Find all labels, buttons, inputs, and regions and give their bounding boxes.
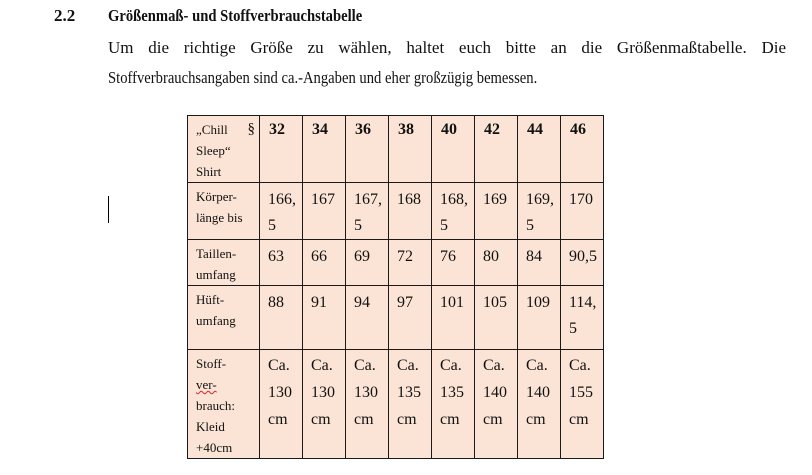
row-label-line: Körper- <box>196 189 237 204</box>
section-number: 2.2 <box>54 6 76 25</box>
table-row-taillenumfang <box>188 240 604 286</box>
value-line: cm <box>483 411 503 428</box>
value-cell[interactable] <box>475 286 518 350</box>
intro-line-2: Stoffverbrauchsangaben sind ca.-Angaben und eher großzügig bemessen. <box>108 68 538 87</box>
value-cell[interactable] <box>346 350 389 459</box>
value-line: 5 <box>268 217 276 234</box>
table-row-hueftumfang <box>188 286 604 350</box>
size-table[interactable] <box>187 115 604 459</box>
value-line: 91 <box>311 294 327 311</box>
value-cell[interactable] <box>432 286 475 350</box>
value-cell[interactable] <box>561 286 604 350</box>
value-line: 5 <box>354 217 362 234</box>
size-header-34[interactable]: 34 <box>303 116 346 183</box>
value-line: 105 <box>483 294 507 311</box>
value-line: 130 <box>311 384 335 401</box>
value-line: 170 <box>569 191 593 208</box>
value-line: cm <box>440 411 460 428</box>
value-cell[interactable]: 69 <box>346 240 389 286</box>
table-row-koerperlaenge <box>188 183 604 240</box>
value-cell[interactable]: 80 <box>475 240 518 286</box>
value-line: cm <box>569 411 589 428</box>
size-header-44[interactable]: 44 <box>518 116 561 183</box>
text-cursor <box>108 196 109 223</box>
value-line: 109 <box>526 294 550 311</box>
value-cell[interactable] <box>303 286 346 350</box>
value-line: cm <box>268 411 288 428</box>
row-label-line: umfang <box>196 267 236 282</box>
value-line: 5 <box>440 217 448 234</box>
value-line: 140 <box>483 384 507 401</box>
value-line: 97 <box>397 294 413 311</box>
row-label-line: brauch: <box>196 398 235 413</box>
value-line: 5 <box>569 320 577 337</box>
value-line: Ca. <box>526 357 548 374</box>
value-line: 166, <box>268 191 296 208</box>
size-header-38[interactable]: 38 <box>389 116 432 183</box>
value-cell[interactable] <box>561 183 604 240</box>
value-line: cm <box>526 411 546 428</box>
size-header-36[interactable]: 36 <box>346 116 389 183</box>
value-cell[interactable] <box>518 286 561 350</box>
row-label-line: Hüft- <box>196 292 225 307</box>
header-label-line: „Chill <box>196 122 228 137</box>
value-cell[interactable] <box>432 183 475 240</box>
row-label-cell[interactable] <box>188 350 260 459</box>
size-header-40[interactable]: 40 <box>432 116 475 183</box>
value-line: 168, <box>440 191 468 208</box>
value-cell[interactable] <box>518 183 561 240</box>
table-header-row <box>188 116 604 183</box>
intro-paragraph[interactable] <box>108 33 786 93</box>
section-title: Größenmaß- und Stoffverbrauchstabelle <box>108 6 363 25</box>
value-line: 135 <box>397 384 421 401</box>
value-line: Ca. <box>311 357 333 374</box>
row-label-line: +40cm <box>196 440 233 455</box>
value-cell[interactable] <box>260 350 303 459</box>
value-line: 167, <box>354 191 382 208</box>
value-cell[interactable] <box>303 350 346 459</box>
header-label-cell[interactable] <box>188 116 260 183</box>
value-line: 101 <box>440 294 464 311</box>
value-cell[interactable] <box>475 350 518 459</box>
value-cell[interactable] <box>260 286 303 350</box>
row-label-line: Taillen- <box>196 246 237 261</box>
size-header-32[interactable]: 32 <box>260 116 303 183</box>
size-header-42[interactable]: 42 <box>475 116 518 183</box>
value-cell[interactable] <box>432 350 475 459</box>
value-line: 88 <box>268 294 284 311</box>
value-line: Ca. <box>268 357 290 374</box>
header-label-line: Shirt <box>196 164 222 179</box>
value-cell[interactable]: 63 <box>260 240 303 286</box>
section-symbol: § <box>247 121 255 137</box>
value-cell[interactable] <box>346 183 389 240</box>
value-cell[interactable]: 72 <box>389 240 432 286</box>
value-line: cm <box>354 411 374 428</box>
row-label-cell[interactable] <box>188 183 260 240</box>
value-cell[interactable] <box>260 183 303 240</box>
value-line: 114, <box>569 294 597 311</box>
value-cell[interactable]: 84 <box>518 240 561 286</box>
value-line: 169, <box>526 191 554 208</box>
row-label-line: Kleid <box>196 419 225 434</box>
row-label-line: ver- <box>196 377 217 392</box>
row-label-cell[interactable] <box>188 286 260 350</box>
value-line: cm <box>311 411 331 428</box>
value-cell[interactable] <box>389 286 432 350</box>
row-label-cell[interactable] <box>188 240 260 286</box>
value-line: Ca. <box>569 357 591 374</box>
value-line: Ca. <box>354 357 376 374</box>
value-cell[interactable] <box>303 183 346 240</box>
value-cell[interactable] <box>518 350 561 459</box>
value-cell[interactable]: 66 <box>303 240 346 286</box>
row-label-line: länge bis <box>196 210 243 225</box>
value-line: 94 <box>354 294 370 311</box>
value-line: Ca. <box>483 357 505 374</box>
value-cell[interactable]: 76 <box>432 240 475 286</box>
value-line: 135 <box>440 384 464 401</box>
value-line: 130 <box>268 384 292 401</box>
value-cell[interactable] <box>389 350 432 459</box>
value-line: 168 <box>397 191 421 208</box>
value-cell[interactable]: 90,5 <box>561 240 604 286</box>
value-line: Ca. <box>397 357 419 374</box>
value-line: Ca. <box>440 357 462 374</box>
size-header-46[interactable]: 46 <box>561 116 604 183</box>
value-cell[interactable] <box>346 286 389 350</box>
value-line: 140 <box>526 384 550 401</box>
value-line: 130 <box>354 384 378 401</box>
intro-line-1: Um die richtige Größe zu wählen, haltet euch bitte an die Größenmaßtabelle. Die <box>108 38 786 57</box>
value-line: 169 <box>483 191 507 208</box>
value-line: 167 <box>311 191 335 208</box>
value-line: 155 <box>569 384 593 401</box>
value-cell[interactable] <box>561 350 604 459</box>
row-label-line: umfang <box>196 313 236 328</box>
header-label-line: Sleep“ <box>196 143 231 158</box>
table-row-stoffverbrauch <box>188 350 604 459</box>
value-cell[interactable] <box>475 183 518 240</box>
value-cell[interactable] <box>389 183 432 240</box>
row-label-line: Stoff- <box>196 356 227 371</box>
value-line: 5 <box>526 217 534 234</box>
value-line: cm <box>397 411 417 428</box>
